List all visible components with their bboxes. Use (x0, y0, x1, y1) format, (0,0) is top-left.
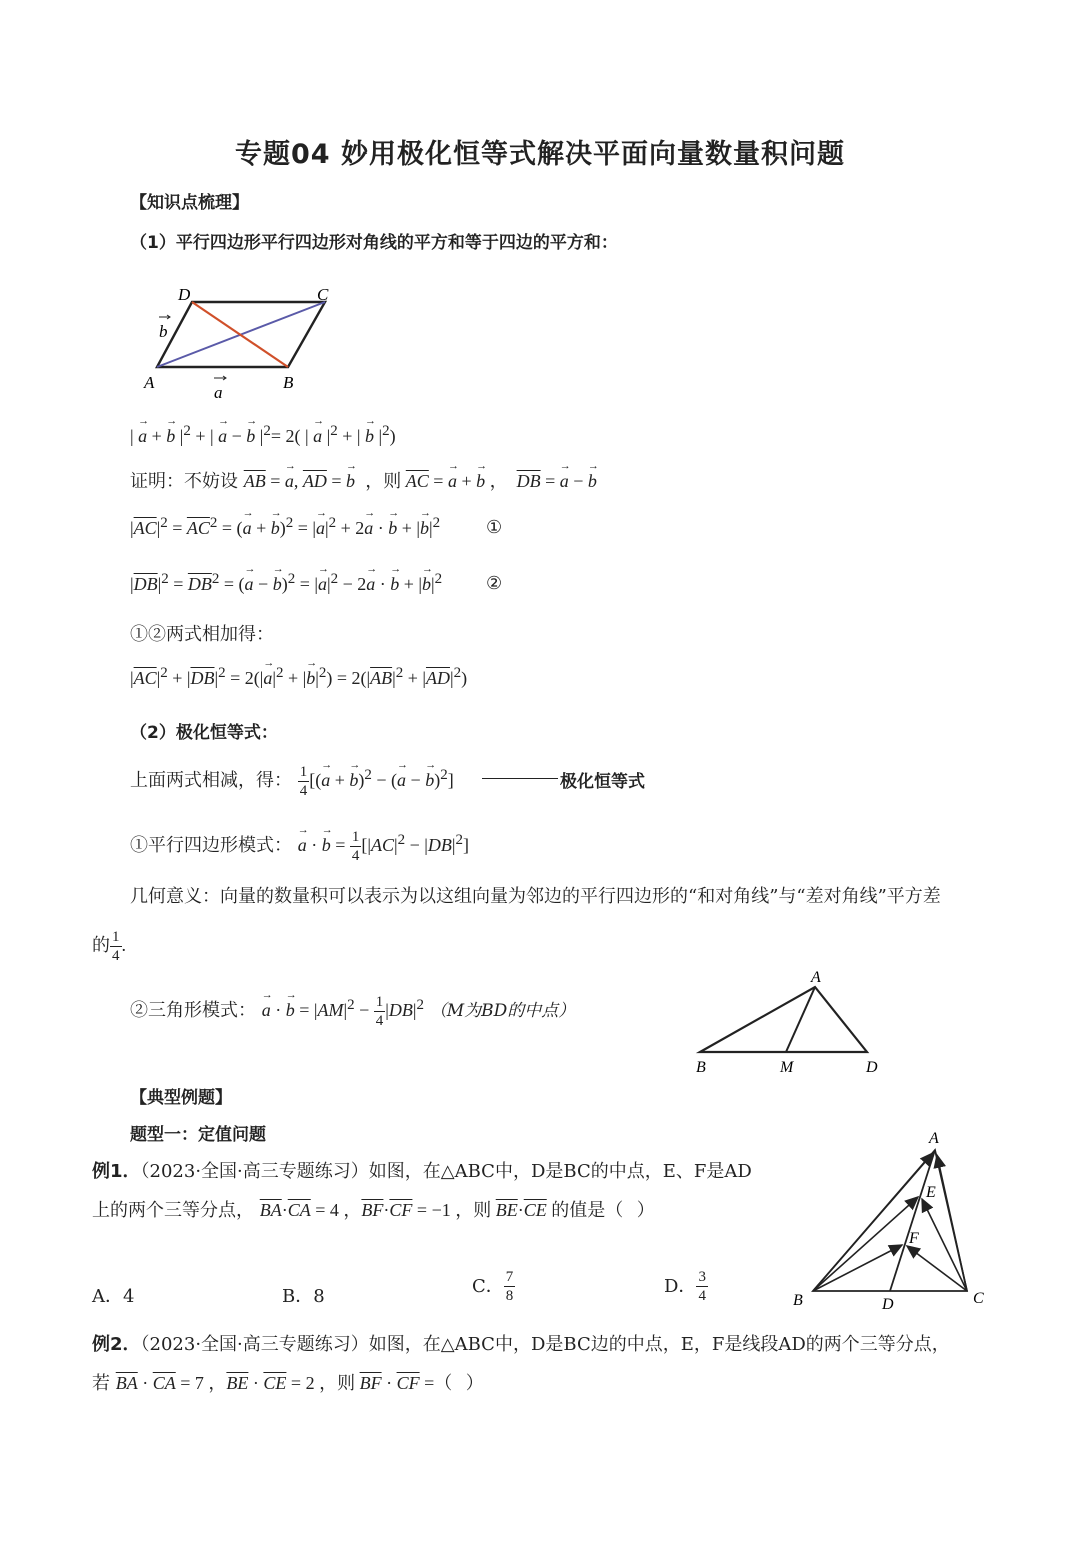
mode2-note: （M为BD的中点） (429, 1001, 576, 1022)
equation-1: $|\overline{AC}|^2 = \overline{AC}^2$ = (→ a + → b)$^2$ = |→ $a|^2 + 2\to a$ · → b + |→ $b|^2$ (130, 515, 440, 539)
label-c-point: C (317, 285, 329, 304)
label-vector-b: b (159, 322, 168, 341)
triangle-outline (700, 987, 867, 1052)
section-examples-heading: 【典型例题】 (130, 1088, 232, 1108)
vector-ce (922, 1199, 967, 1291)
section-knowledge-heading: 【知识点梳理】 (130, 193, 249, 213)
equation-1-marker: ① (486, 517, 503, 538)
fig2-label-a: A (929, 1130, 939, 1147)
geometry-meaning-end: 的 $\frac{1}{4}$ . (92, 929, 126, 964)
vector-ca (937, 1155, 967, 1291)
median-ad (890, 1150, 935, 1291)
label-b-point: B (283, 373, 294, 392)
example2-line1 (92, 1330, 950, 1356)
dash-line (482, 778, 558, 779)
example1-label: 例1． (92, 1161, 141, 1182)
triangle-label-m: M (780, 1059, 794, 1076)
triangle-label-d: D (866, 1059, 878, 1076)
fig2-label-d: D (882, 1296, 894, 1313)
example1-text: （2023·全国·高三专题练习）如图，在△ABC中，D是BC的中点，E、F是AD (140, 1161, 752, 1182)
option-a[interactable]: A．4 (92, 1286, 135, 1307)
triangle-figure (690, 965, 890, 1080)
example1-line2: 上的两个三等分点， $\overline{BA}\cdot\overline{CA} = 4$ ，$\overline{BF}\cdot\overline{CF} = -1$ ，则 $\overline{BE}\cdot\overline{CE}$ 的值是（ ） (92, 1200, 655, 1221)
fig2-label-b: B (793, 1292, 803, 1309)
equation-sum: $|\overline{AC}|^2 + |\overline{DB}|^2 = 2(|\to a|^2$ + |→ $b|^2) = 2(|\overline{AB}|^2 + |\overline{AD}|^2)$ (130, 665, 467, 689)
example2-label: 例2． (92, 1334, 141, 1355)
item2-heading: （2）极化恒等式： (130, 723, 278, 743)
formula-parallelogram-law: | → a + → b $|^2$ + | → a − → b $|^2= 2$( | → a $|^2$ + | → b $|^2$) (130, 423, 396, 447)
mode2-label: ②三角形模式： (130, 1000, 256, 1022)
example2-line2: 若 $\overline{BA} \cdot \overline{CA} = 7$ ，$\overline{BE} \cdot \overline{CE} = 2$ ，则 $\overline{BF} \cdot \overline{CF}$ =（ ） (92, 1373, 484, 1394)
combine-text: ①②两式相加得： (130, 624, 274, 645)
equation-2: $|\overline{DB}|^2 = \overline{DB}^2$ = (→ a − → b)$^2$ = |→ $a|^2 - 2\to a$ · → b + |→ $b|^2$ (130, 571, 442, 595)
item1-heading: （1）平行四边形平行四边形对角线的平方和等于四边的平方和： (130, 233, 618, 253)
fig2-label-f: F (909, 1230, 919, 1247)
label-vector-a: a (214, 383, 223, 402)
example1-figure (785, 1125, 995, 1320)
proof-line: 证明：不妨设 $\overline{AB}$ = → a, $\overline{AD}$ = → b ，则 $\overline{AC}$ = → a + → b ， $\overline{DB}$ = → a − → b (130, 467, 597, 493)
mode1-label: ①平行四边形模式： (130, 835, 292, 857)
subtract-line: 上面两式相减，得： $\frac{1}{4}$ [(→ a + → b)$^2$ − (→ a − → b)$^2$] (130, 765, 454, 799)
parallelogram-figure (130, 280, 350, 405)
median-am (786, 987, 815, 1052)
equation-2-marker: ② (486, 573, 503, 594)
fig2-label-c: C (973, 1290, 984, 1307)
option-b[interactable]: B．8 (282, 1286, 325, 1307)
option-c[interactable]: C． $\frac{7}{8}$ (472, 1269, 514, 1304)
page-title: 专题04 妙用极化恒等式解决平面向量数量积问题 (235, 139, 845, 170)
vector-ba (813, 1153, 933, 1291)
type1-heading: 题型一：定值问题 (130, 1125, 266, 1145)
label-d-point: D (178, 285, 191, 304)
label-a-point: A (144, 373, 155, 392)
vector-be (813, 1197, 918, 1291)
example1-line1 (92, 1157, 752, 1183)
option-d[interactable]: D． $\frac{3}{4}$ (664, 1269, 706, 1304)
fig2-label-e: E (926, 1184, 936, 1201)
polar-identity-label: 极化恒等式 (560, 772, 645, 792)
mode1-line: ①平行四边形模式： → a · → b = $\frac{1}{4}$ $[|AC|^2 - |DB|^2]$ (130, 830, 469, 864)
subtract-text: 上面两式相减，得： (130, 770, 292, 792)
triangle-label-a: A (811, 969, 821, 986)
geometry-meaning: 几何意义：向量的数量积可以表示为以这组向量为邻边的平行四边形的“和对角线”与“差对角线”平方差 (130, 886, 941, 907)
proof-intro: 证明：不妨设 (130, 471, 238, 492)
triangle-label-b: B (696, 1059, 706, 1076)
mode2-line: ②三角形模式： → a · → $b = |AM|^2$ − $\frac{1}{4}$ $|DB|^2$ （M为BD的中点） (130, 995, 575, 1029)
diagonal-db (192, 302, 288, 367)
example2-text: （2023·全国·高三专题练习）如图，在△ABC中，D是BC边的中点，E，F是线段AD的两个三等分点， (140, 1334, 950, 1355)
